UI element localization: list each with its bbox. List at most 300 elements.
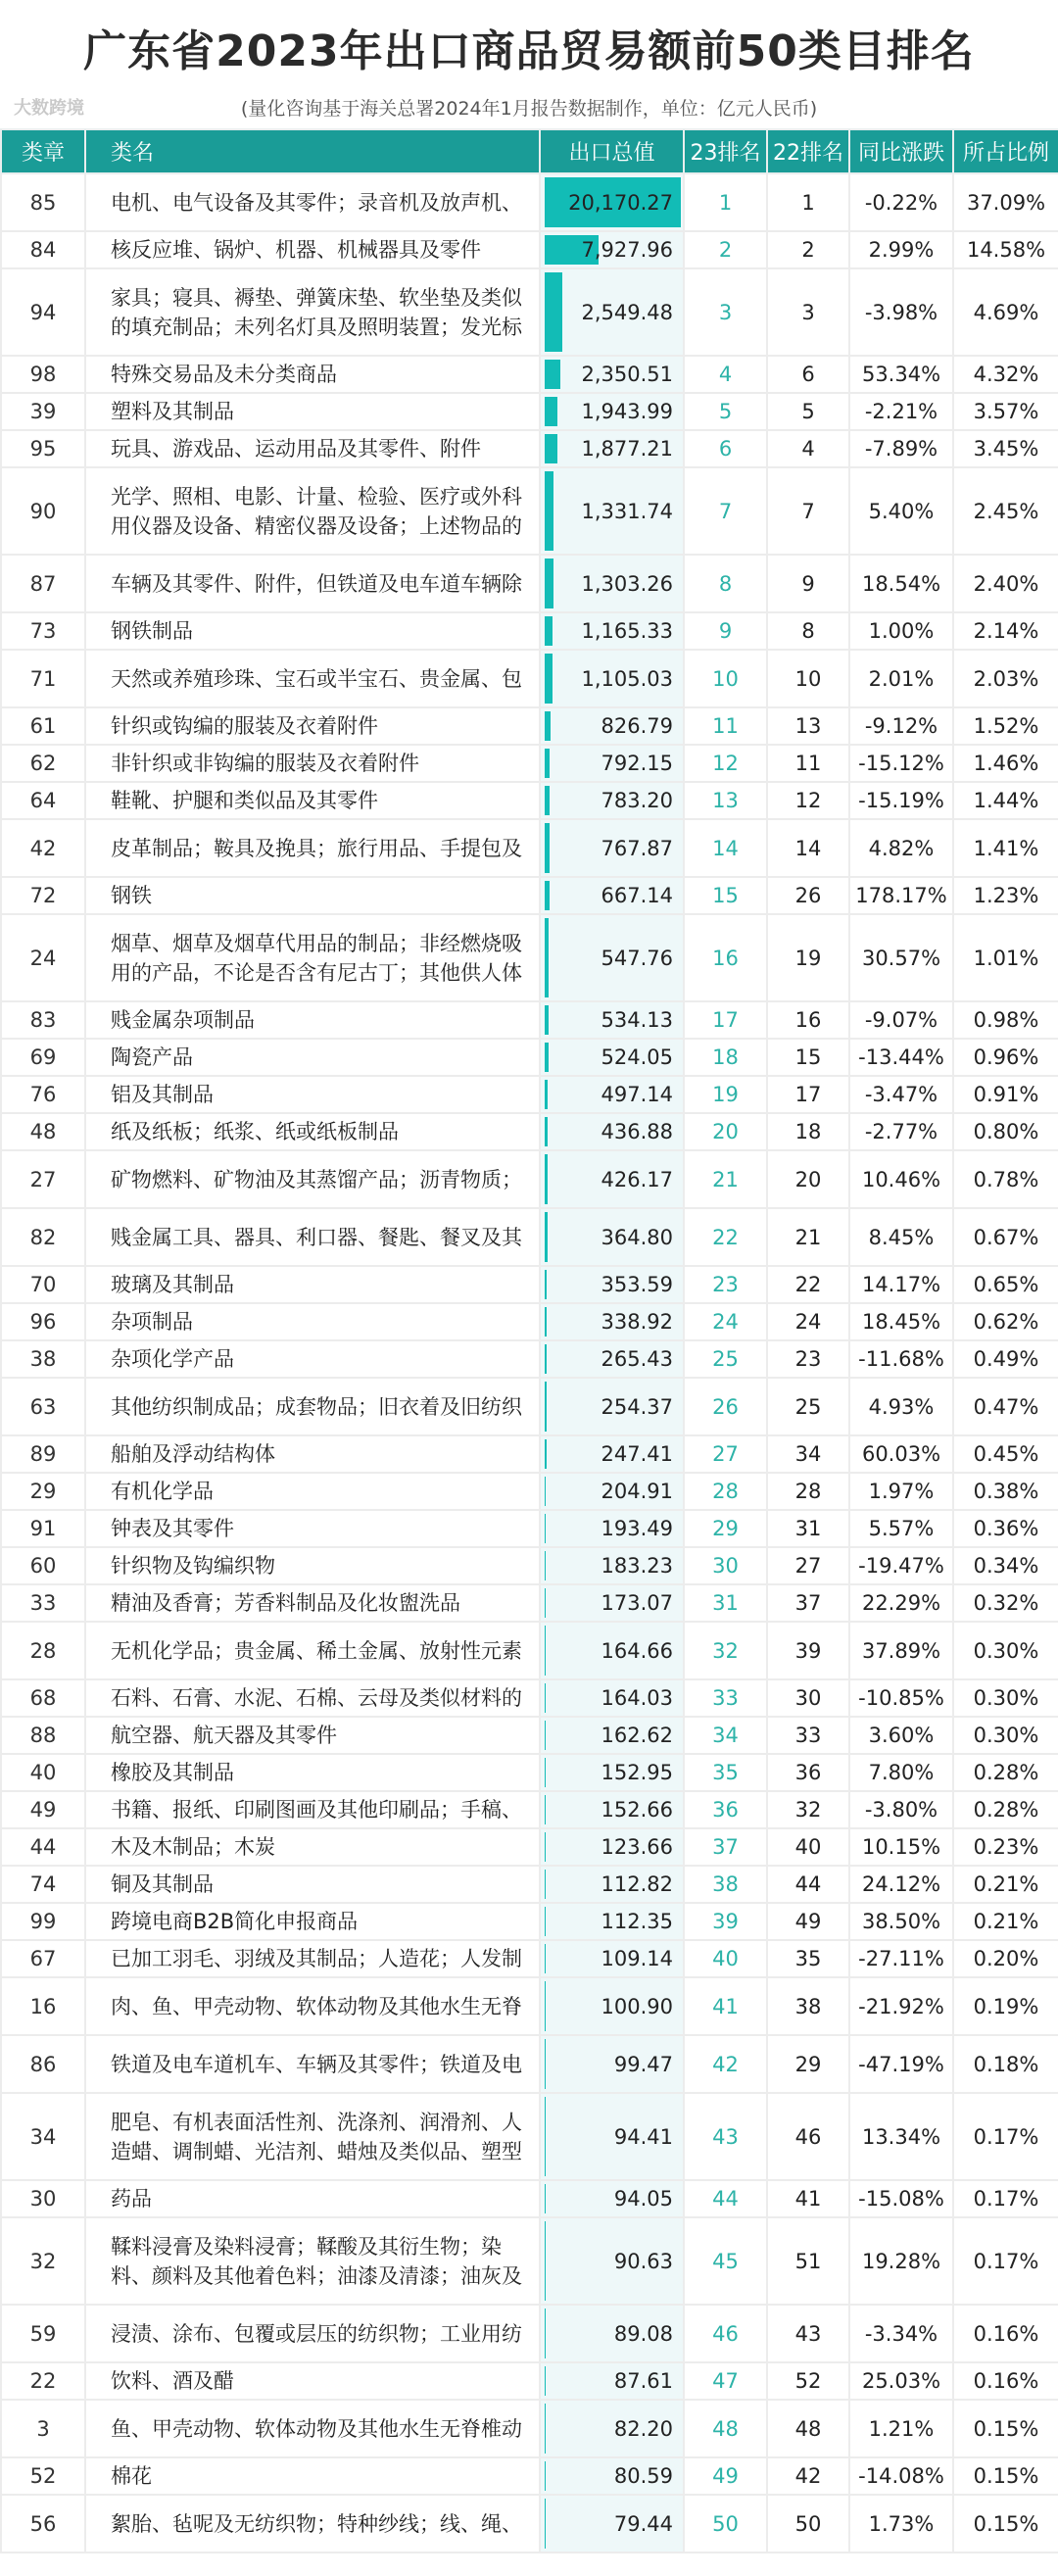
cell-value [540,231,684,268]
export-value: 792.15 [601,752,673,775]
category-name: 木及木制品；木炭 [111,1835,275,1859]
cell-code: 24 [1,914,85,1001]
cell-code: 90 [1,467,85,555]
cell-value [540,914,684,1001]
cell-share: 0.20% [953,1940,1058,1977]
cell-name [85,1113,540,1150]
cell-code: 86 [1,2035,85,2093]
cell-rank23: 26 [684,1378,767,1435]
cell-rank23: 45 [684,2217,767,2305]
export-value: 82.20 [613,2416,673,2441]
category-name: 航空器、航天器及其零件 [111,1724,337,1747]
cell-yoy: -13.44% [849,1039,953,1076]
cell-code: 62 [1,745,85,782]
cell-code: 30 [1,2180,85,2217]
category-name: 钢铁 [111,884,152,907]
table-row [1,1076,1058,1113]
cell-code: 98 [1,356,85,393]
cell-code: 84 [1,231,85,268]
cell-yoy: 2.99% [849,231,953,268]
cell-rank23: 24 [684,1303,767,1340]
cell-yoy: 30.57% [849,914,953,1001]
export-value: 1,331.74 [581,499,673,523]
cell-share: 0.17% [953,2217,1058,2305]
cell-share: 1.01% [953,914,1058,1001]
cell-yoy: 10.15% [849,1828,953,1866]
cell-value [540,707,684,745]
cell-value [540,819,684,877]
cell-yoy: -9.12% [849,707,953,745]
value-bar [545,918,549,997]
value-bar [545,2221,546,2301]
cell-name [85,1510,540,1547]
cell-name [85,782,540,819]
cell-name [85,612,540,650]
cell-rank22: 34 [767,1435,849,1473]
cell-share: 0.36% [953,1510,1058,1547]
cell-share: 1.46% [953,745,1058,782]
cell-code: 59 [1,2305,85,2362]
cell-code: 32 [1,2217,85,2305]
category-name: 非针织或非钩编的服装及衣着附件 [111,752,419,775]
value-bar [545,1382,547,1432]
table-row [1,1977,1058,2035]
category-name: 已加工羽毛、羽绒及其制品；人造花；人发制 [111,1947,522,1970]
cell-name [85,1547,540,1584]
cell-share: 0.78% [953,1150,1058,1208]
cell-code: 42 [1,819,85,877]
cell-yoy: 5.40% [849,467,953,555]
table-row [1,1266,1058,1303]
value-bar [545,1626,546,1676]
cell-yoy: -15.12% [849,745,953,782]
cell-value [540,1039,684,1076]
export-value: 112.82 [601,1872,673,1896]
category-name: 烟草、烟草及烟草代用品的制品；非经燃烧吸用的产品，不论是否含有尼古丁；其他供人体 [111,931,522,985]
value-bar [545,1551,546,1580]
cell-share: 0.32% [953,1584,1058,1622]
table-row [1,268,1058,356]
table-row [1,819,1058,877]
cell-rank22: 21 [767,1208,849,1266]
cell-yoy: 22.29% [849,1584,953,1622]
cell-name [85,2457,540,2495]
export-value: 338.92 [601,1310,673,1334]
cell-code: 87 [1,555,85,612]
export-value: 164.03 [601,1686,673,1710]
cell-share: 1.23% [953,877,1058,914]
cell-share: 0.62% [953,1303,1058,1340]
cell-yoy: -0.22% [849,173,953,231]
cell-rank23: 41 [684,1977,767,2035]
table-row [1,650,1058,707]
category-name: 玩具、游戏品、运动用品及其零件、附件 [111,437,481,461]
cell-rank22: 15 [767,1039,849,1076]
cell-share: 2.40% [953,555,1058,612]
cell-yoy: -3.34% [849,2305,953,2362]
value-bar [545,1832,546,1862]
cell-yoy: -3.47% [849,1076,953,1113]
value-bar [545,1907,546,1936]
cell-rank22: 6 [767,356,849,393]
cell-name [85,650,540,707]
value-bar [545,1439,547,1469]
category-name: 橡胶及其制品 [111,1761,234,1784]
category-name: 鞣料浸膏及染料浸膏；鞣酸及其衍生物；染料、颜料及其他着色料；油漆及清漆；油灰及 [111,2234,522,2288]
cell-name [85,2362,540,2400]
value-bar [545,1588,546,1618]
category-name: 车辆及其零件、附件，但铁道及电车道车辆除 [111,571,522,596]
cell-value [540,1113,684,1150]
cell-code: 94 [1,268,85,356]
cell-rank23: 1 [684,173,767,231]
export-value: 183.23 [601,1554,673,1578]
cell-value [540,1622,684,1679]
cell-value [540,1510,684,1547]
cell-yoy: -21.92% [849,1977,953,2035]
cell-yoy: -7.89% [849,430,953,467]
cell-yoy: 60.03% [849,1435,953,1473]
export-value: 1,303.26 [581,571,673,596]
cell-value [540,268,684,356]
value-bar [545,1154,548,1204]
cell-rank22: 43 [767,2305,849,2362]
header-name: 类名 [85,129,540,173]
table-row [1,1866,1058,1903]
cell-value [540,2495,684,2552]
value-bar [545,1344,547,1374]
category-name: 鱼、甲壳动物、软体动物及其他水生无脊椎动 [111,2416,522,2441]
export-value: 364.80 [601,1225,673,1249]
cell-rank23: 30 [684,1547,767,1584]
cell-rank22: 9 [767,555,849,612]
cell-yoy: 7.80% [849,1754,953,1791]
export-value: 667.14 [601,884,673,907]
category-name: 陶瓷产品 [111,1045,193,1069]
table-row [1,1754,1058,1791]
cell-rank22: 1 [767,173,849,231]
header-code: 类章 [1,129,85,173]
category-name: 铜及其制品 [111,1872,214,1896]
cell-rank23: 34 [684,1717,767,1754]
cell-share: 0.45% [953,1435,1058,1473]
table-row [1,2457,1058,2495]
cell-code: 82 [1,1208,85,1266]
cell-code: 52 [1,2457,85,2495]
header-rank23: 23排名 [684,129,767,173]
table-row [1,1791,1058,1828]
value-bar [545,1212,548,1262]
cell-code: 69 [1,1039,85,1076]
cell-code: 60 [1,1547,85,1584]
value-bar [545,2039,546,2089]
cell-share: 0.47% [953,1378,1058,1435]
cell-share: 0.18% [953,2035,1058,2093]
cell-rank23: 14 [684,819,767,877]
category-name: 天然或养殖珍珠、宝石或半宝石、贵金属、包 [111,666,522,691]
export-value: 767.87 [601,836,673,860]
category-name: 棉花 [111,2464,152,2488]
cell-name [85,1039,540,1076]
cell-name [85,393,540,430]
category-name: 铝及其制品 [111,1083,214,1106]
cell-name [85,1150,540,1208]
cell-name [85,1435,540,1473]
cell-share: 0.19% [953,1977,1058,2035]
cell-name [85,1378,540,1435]
value-bar [545,2309,546,2358]
cell-rank23: 12 [684,745,767,782]
cell-code: 74 [1,1866,85,1903]
cell-share: 0.28% [953,1754,1058,1791]
cell-share: 2.45% [953,467,1058,555]
table-row [1,1435,1058,1473]
cell-code: 48 [1,1113,85,1150]
table-row [1,1622,1058,1679]
cell-rank22: 18 [767,1113,849,1150]
table-row [1,1378,1058,1435]
cell-rank23: 43 [684,2093,767,2180]
cell-rank22: 39 [767,1622,849,1679]
export-value: 1,165.33 [581,619,673,643]
category-name: 杂项化学产品 [111,1347,234,1371]
cell-rank22: 29 [767,2035,849,2093]
cell-rank22: 7 [767,467,849,555]
value-bar [545,1758,546,1787]
export-value: 79.44 [613,2511,673,2536]
table-row [1,1547,1058,1584]
export-value: 80.59 [613,2464,673,2488]
cell-rank22: 17 [767,1076,849,1113]
table-row [1,393,1058,430]
value-bar [545,272,562,352]
cell-name [85,1754,540,1791]
cell-rank22: 23 [767,1340,849,1378]
cell-name [85,2495,540,2552]
cell-name [85,1866,540,1903]
cell-rank22: 38 [767,1977,849,2035]
cell-rank23: 9 [684,612,767,650]
cell-share: 0.16% [953,2305,1058,2362]
cell-name [85,1303,540,1340]
cell-share: 0.67% [953,1208,1058,1266]
cell-yoy: 5.57% [849,1510,953,1547]
cell-rank23: 50 [684,2495,767,2552]
cell-value [540,1828,684,1866]
cell-rank22: 44 [767,1866,849,1903]
table-row [1,2217,1058,2305]
cell-yoy: -14.08% [849,2457,953,2495]
cell-name [85,430,540,467]
value-bar [545,360,560,389]
cell-code: 3 [1,2400,85,2457]
cell-rank22: 49 [767,1903,849,1940]
category-name: 贱金属杂项制品 [111,1008,255,1032]
value-bar [545,2184,546,2213]
cell-code: 85 [1,173,85,231]
cell-yoy: 178.17% [849,877,953,914]
cell-rank23: 11 [684,707,767,745]
cell-value [540,877,684,914]
table-row [1,430,1058,467]
cell-name [85,2400,540,2457]
cell-value [540,356,684,393]
value-bar [545,1683,546,1713]
cell-share: 0.80% [953,1113,1058,1150]
table-row [1,782,1058,819]
cell-name [85,707,540,745]
cell-rank22: 52 [767,2362,849,2400]
watermark-logo: 大数跨境 [14,98,84,119]
cell-rank22: 31 [767,1510,849,1547]
cell-code: 76 [1,1076,85,1113]
value-bar [545,1721,546,1750]
cell-rank22: 13 [767,707,849,745]
title-area [0,0,1058,128]
category-name: 饮料、酒及醋 [111,2369,234,2393]
cell-rank23: 35 [684,1754,767,1791]
cell-code: 99 [1,1903,85,1940]
cell-share: 0.65% [953,1266,1058,1303]
cell-code: 91 [1,1510,85,1547]
value-bar [545,1514,546,1543]
cell-rank22: 35 [767,1940,849,1977]
cell-value [540,173,684,231]
cell-rank22: 5 [767,393,849,430]
cell-share: 0.34% [953,1547,1058,1584]
cell-share: 0.15% [953,2495,1058,2552]
page-title: 广东省2023年出口商品贸易额前50类目排名 [83,26,975,76]
cell-rank22: 37 [767,1584,849,1622]
cell-yoy: 4.82% [849,819,953,877]
category-name: 贱金属工具、器具、利口器、餐匙、餐叉及其 [111,1225,522,1249]
cell-rank23: 46 [684,2305,767,2362]
cell-value [540,782,684,819]
value-bar [545,749,550,778]
cell-rank23: 27 [684,1435,767,1473]
cell-rank23: 38 [684,1866,767,1903]
table-row [1,555,1058,612]
category-name: 浸渍、涂布、包覆或层压的纺织物；工业用纺 [111,2321,522,2346]
cell-rank22: 8 [767,612,849,650]
export-value: 547.76 [601,946,673,970]
cell-rank22: 51 [767,2217,849,2305]
value-bar [545,1117,548,1146]
cell-rank23: 39 [684,1903,767,1940]
cell-rank22: 25 [767,1378,849,1435]
cell-name [85,1828,540,1866]
cell-code: 29 [1,1473,85,1510]
cell-yoy: 8.45% [849,1208,953,1266]
cell-rank23: 15 [684,877,767,914]
cell-value [540,1208,684,1266]
cell-rank22: 3 [767,268,849,356]
header-rank22: 22排名 [767,129,849,173]
cell-code: 44 [1,1828,85,1866]
export-value: 94.41 [613,2124,673,2149]
cell-rank23: 25 [684,1340,767,1378]
cell-rank22: 19 [767,914,849,1001]
category-name: 鞋靴、护腿和类似品及其零件 [111,789,378,812]
cell-yoy: 1.73% [849,2495,953,2552]
export-value: 152.95 [601,1761,673,1784]
cell-share: 0.17% [953,2180,1058,2217]
cell-rank23: 32 [684,1622,767,1679]
cell-code: 73 [1,612,85,650]
value-bar [545,1043,549,1072]
value-bar [545,2461,546,2491]
table-row [1,2400,1058,2457]
cell-rank23: 33 [684,1679,767,1717]
cell-value [540,612,684,650]
cell-rank22: 10 [767,650,849,707]
cell-value [540,1903,684,1940]
cell-value [540,1584,684,1622]
table-row [1,1473,1058,1510]
cell-share: 0.30% [953,1622,1058,1679]
table-row [1,707,1058,745]
cell-yoy: -3.80% [849,1791,953,1828]
export-value: 254.37 [601,1394,673,1419]
value-bar [545,434,557,463]
category-name: 书籍、报纸、印刷图画及其他印刷品；手稿、 [111,1798,522,1822]
cell-rank23: 37 [684,1828,767,1866]
category-name: 跨境电商B2B简化申报商品 [111,1910,359,1933]
cell-yoy: -15.19% [849,782,953,819]
cell-rank23: 6 [684,430,767,467]
cell-name [85,231,540,268]
cell-share: 3.57% [953,393,1058,430]
value-bar [545,1080,548,1109]
cell-name [85,745,540,782]
cell-rank22: 24 [767,1303,849,1340]
cell-value [540,430,684,467]
cell-yoy: 25.03% [849,2362,953,2400]
cell-rank23: 36 [684,1791,767,1828]
cell-rank22: 48 [767,2400,849,2457]
category-name: 精油及香膏；芳香料制品及化妆盥洗品 [111,1591,460,1615]
cell-rank23: 5 [684,393,767,430]
cell-rank23: 28 [684,1473,767,1510]
cell-rank23: 17 [684,1001,767,1039]
cell-name [85,2035,540,2093]
cell-code: 38 [1,1340,85,1378]
cell-share: 0.38% [953,1473,1058,1510]
cell-rank23: 20 [684,1113,767,1150]
cell-yoy: -9.07% [849,1001,953,1039]
table-header-row [1,129,1058,173]
table-row [1,1679,1058,1717]
value-bar [545,2499,546,2549]
cell-code: 88 [1,1717,85,1754]
value-bar [545,1870,546,1899]
table-row [1,2035,1058,2093]
cell-name [85,877,540,914]
cell-rank23: 2 [684,231,767,268]
export-value: 497.14 [601,1083,673,1106]
cell-yoy: 37.89% [849,1622,953,1679]
export-value: 87.61 [613,2369,673,2393]
value-bar [545,1270,547,1299]
export-value: 783.20 [601,789,673,812]
cell-value [540,467,684,555]
cell-rank23: 29 [684,1510,767,1547]
table-row [1,2495,1058,2552]
category-name: 絮胎、毡呢及无纺织物；特种纱线；线、绳、 [111,2511,522,2536]
value-bar [545,711,551,741]
cell-share: 2.14% [953,612,1058,650]
cell-rank23: 7 [684,467,767,555]
